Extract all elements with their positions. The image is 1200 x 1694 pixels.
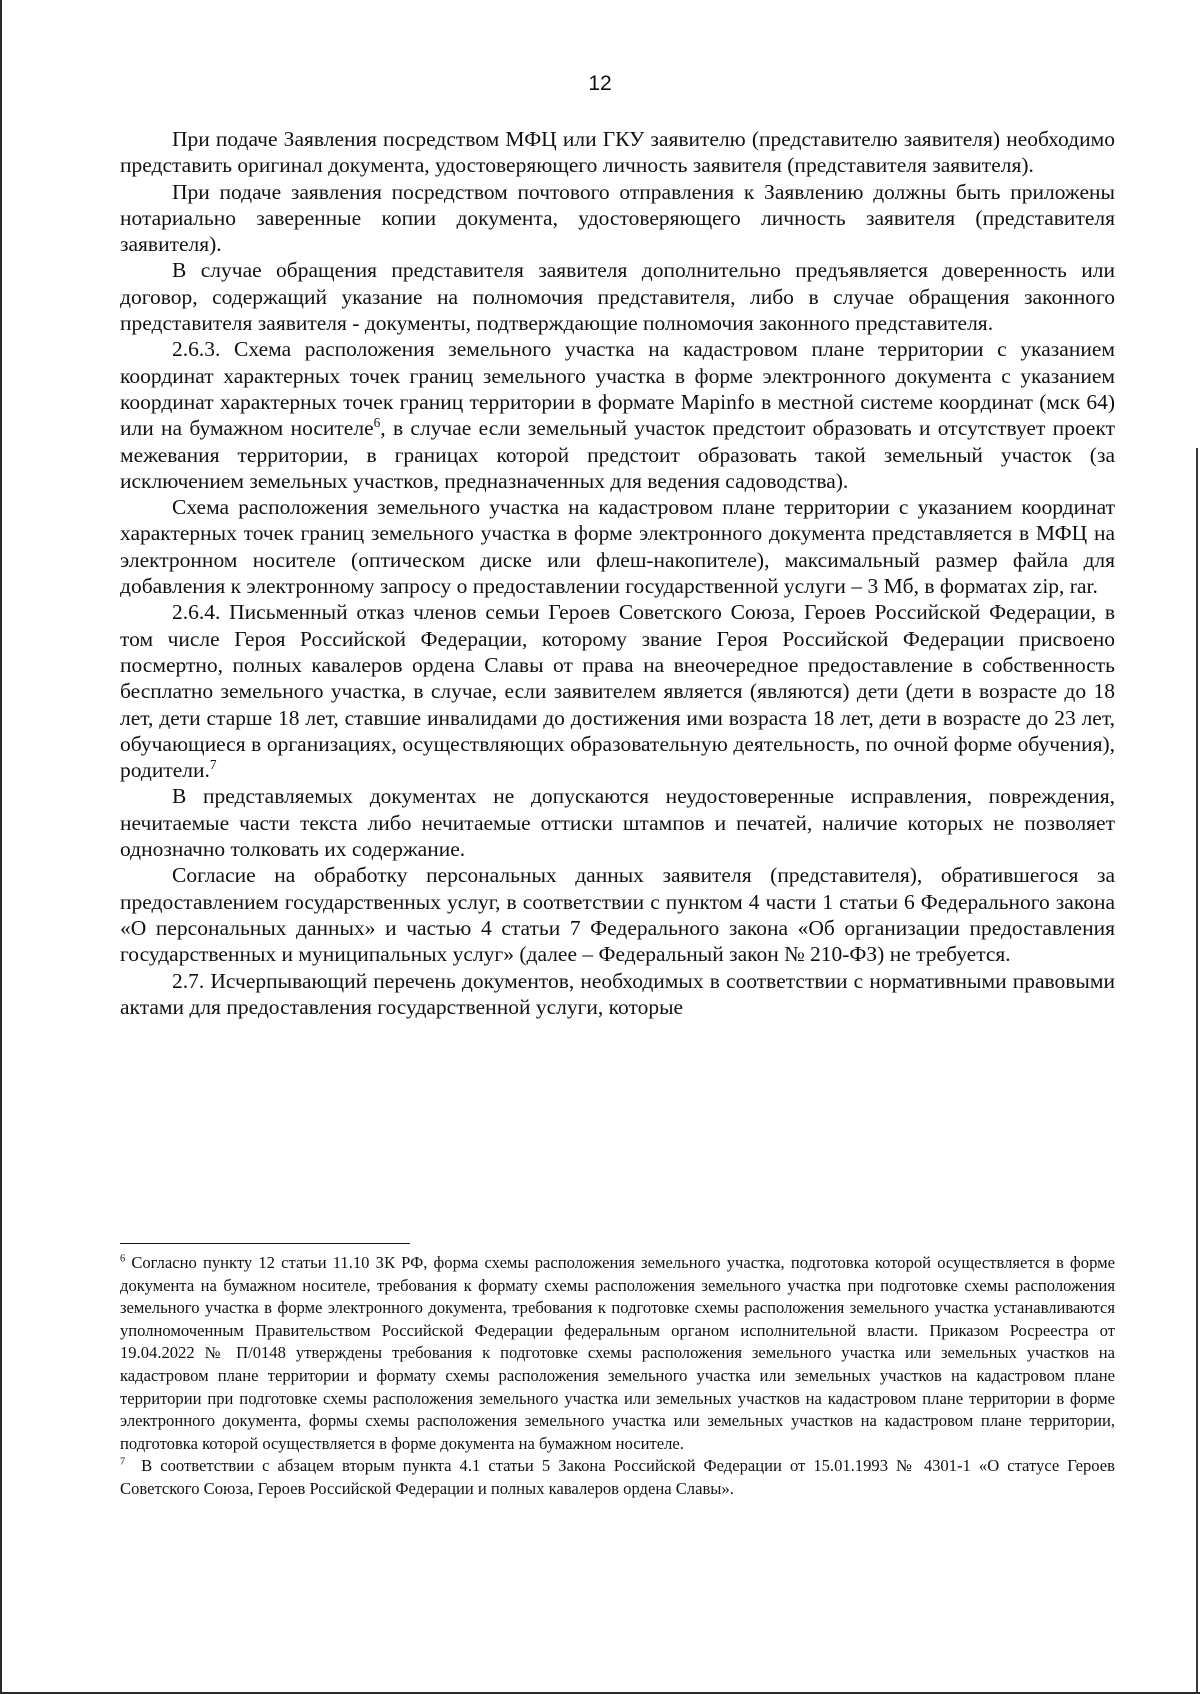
paragraph-consent: Согласие на обработку персональных данных заявителя (представителя), обратившегося за предоставлением государственных услуг, в соответствии с пунктом 4 части 1 статьи 6 Федерального закона «О персональных данных» и частью 4 статьи 7 Федерального закона «Об организации предоставления государственных и муниципальных услуг» (далее – Федеральный закон № 210-ФЗ) не требуется. [120,863,1115,967]
footnote-ref-6[interactable]: 6 [373,415,381,431]
footnote-7 [120,1455,1115,1500]
footnote-ref-7[interactable]: 7 [209,756,217,772]
paragraph-2-6-3 [120,336,1115,494]
footnote-separator [120,1243,410,1244]
footnote-text: В соответствии с абзацем вторым пункта 4.1 статьи 5 Закона Российской Федерации от 15.01.1993 № 4301-1 «О статусе Героев Советского Союза, Героев Российской Федерации и полных кавалеров ордена Славы». [120,1456,1115,1498]
footnote-text: Согласно пункту 12 статьи 11.10 ЗК РФ, форма схемы расположения земельного участка, подготовка которой осуществляется в форме документа на бумажном носителе, требования к формату схемы расположения земельного участка при подготовке схемы расположения земельного участка в форме электронного документа, требования к подготовке схемы расположения земельного участка устанавливаются уполномоченным Правительством Российской Федерации федеральным органом исполнительной власти. Приказом Росреестра от 19.04.2022 № П/0148 утверждены требования к подготовке схемы расположения земельного участка или земельных участков на кадастровом плане территории и формату схемы расположения земельного участка или земельных участков на кадастровом плане территории при подготовке схемы расположения земельного участка или земельных участков на кадастровом плане территории в форме электронного документа, формы схемы расположения земельного участка или земельных участков на кадастровом плане территории, подготовка которой осуществляется в форме документа на бумажном носителе. [120,1253,1115,1453]
paragraph-2-6-3-text: 2.6.3. Схема расположения земельного участка на кадастровом плане территории с указанием координат характерных точек границ земельного участка в форме электронного документа с указанием координат характерных точек границ территории в формате Mapinfo в местной системе координат (мск 64) или на бумажном носителе [120,337,1115,441]
page-number: 12 [588,72,612,95]
paragraph-2-7: 2.7. Исчерпывающий перечень документов, необходимых в соответствии с нормативными правовыми актами для предоставления государственной услуги, которые [120,968,1115,1019]
paragraph-scheme: Схема расположения земельного участка на кадастровом плане территории с указанием координат характерных точек границ земельного участка в форме электронного документа представляется в МФЦ на электронном носителе (оптическом диске или флеш-накопителе), максимальный размер файла для добавления к электронному запросу о предоставлении государственной услуги – 3 Мб, в форматах zip, rar. [120,495,1115,599]
paragraph-2-6-4-text: 2.6.4. Письменный отказ членов семьи Героев Советского Союза, Героев Российской Федерации, в том числе Героя Российской Федерации, которому звание Героя Российской Федерации присвоено посмертно, полных кавалеров ордена Славы от права на внеочередное предоставление в собственность бесплатно земельного участка, в случае, если заявителем является (являются) дети (дети в возрасте до 18 лет, дети старше 18 лет, ставшие инвалидами до достижения ими возраста 18 лет, дети в возрасте до 23 лет, обучающиеся в организациях, осуществляющих образовательную деятельность, по очной форме обучения), родители. [120,600,1115,783]
footnote-number: 6 [120,1253,126,1265]
footnote-number: 7 [120,1456,126,1468]
paragraph-2-6-3-continuation: , в случае если земельный участок предстоит образовать и отсутствует проект межевания территории, в границах которой предстоит образовать такой земельный участок (за исключением земельных участков, предназначенных для ведения садоводства). [120,416,1116,493]
scan-edge-left [0,0,2,1694]
body-text [120,126,1115,1020]
paragraph-documents: В представляемых документах не допускаются неудостоверенные исправления, повреждения, нечитаемые части текста либо нечитаемые оттиски штампов и печатей, наличие которых не позволяет однозначно толковать их содержание. [120,784,1115,862]
footnote-6 [120,1252,1115,1455]
paragraph-2-6-4 [120,599,1115,783]
paragraph-2: При подаче заявления посредством почтового отправления к Заявлению должны быть приложены нотариально заверенные копии документа, удостоверяющего личность заявителя (представителя заявителя). [120,179,1115,257]
paragraph-3: В случае обращения представителя заявителя дополнительно предъявляется доверенность или договор, содержащий указание на полномочия представителя, либо в случае обращения законного представителя заявителя - документы, подтверждающие полномочия законного представителя. [120,258,1115,336]
scan-edge-right [1196,448,1198,1694]
footnotes [120,1252,1115,1501]
paragraph-1: При подаче Заявления посредством МФЦ или ГКУ заявителю (представителю заявителя) необходимо представить оригинал документа, удостоверяющего личность заявителя (представителя заявителя). [120,127,1115,178]
